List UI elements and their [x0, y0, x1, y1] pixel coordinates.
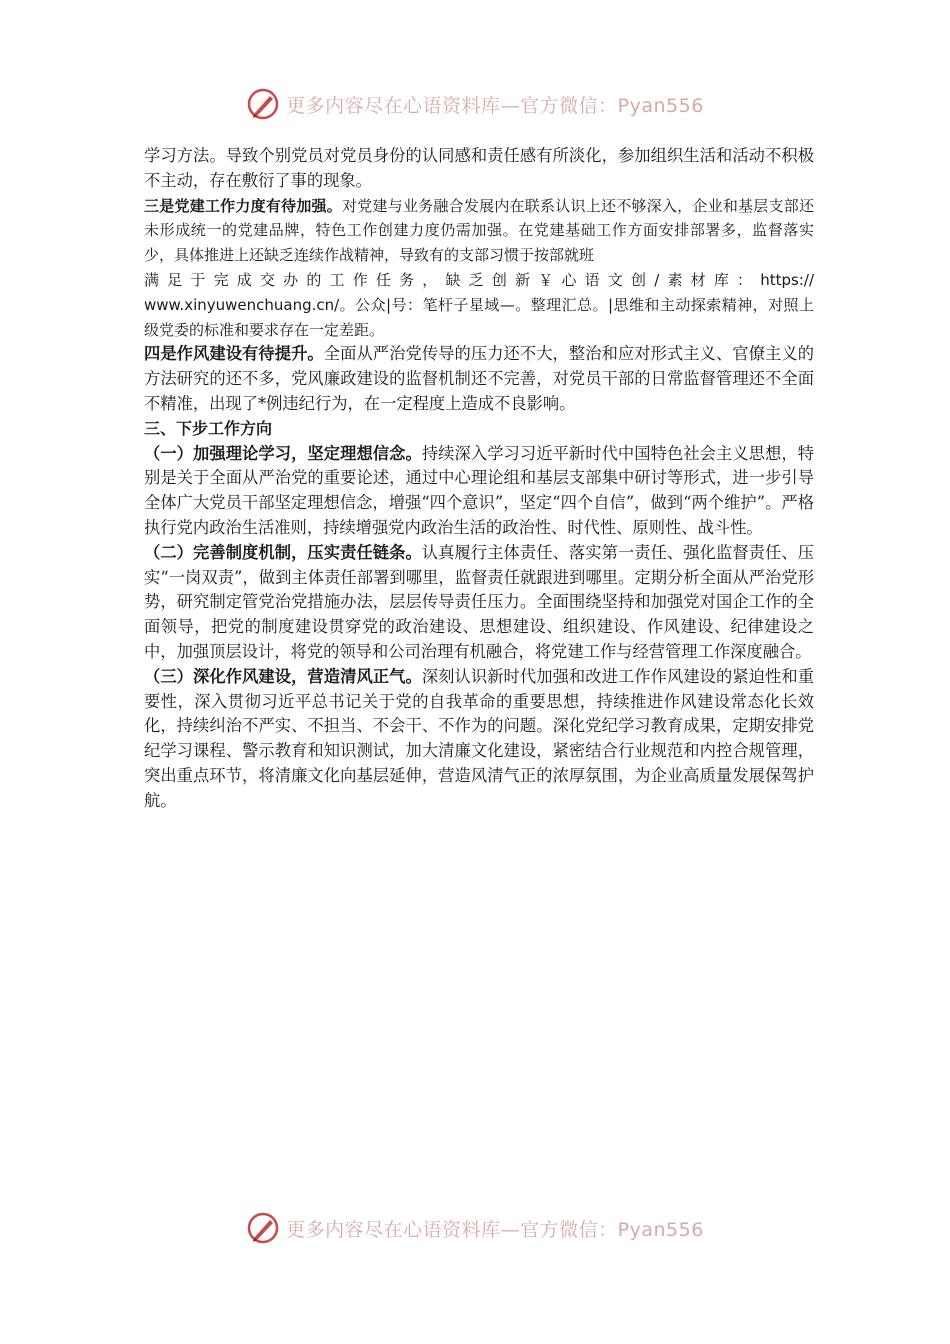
paragraph-lead: （二）完善制度机制，压实责任链条。 [144, 542, 422, 562]
paragraph-text: 深刻认识新时代加强和改进工作作风建设的紧迫性和重要性，深入贯彻习近平总书记关于党的自我革命的重要思想，持续推进作风建设常态化长效化，持续纠治不严实、不担当、不会干、不作为的问题。深化党纪学习教育成果，定期安排党纪学习课程、警示教育和知识测试，加大清廉文化建设，紧密结合行业规范和内控合规管理，突出重点环节，将清廉文化向基层延伸，营造风清气正的浓厚氛围，为企业高质量发展保驾护航。 [144, 666, 814, 810]
banner-wechat-id: Pyan556 [617, 1218, 704, 1241]
paragraph-lead: （三）深化作风建设，营造清风正气。 [144, 666, 422, 686]
paragraph-lead: （一）加强理论学习，坚定理想信念。 [144, 443, 422, 463]
paragraph-text: www.xinyuwenchuang.cn/。公众|号：笔杆子星域—。整理汇总。|思维和主动探索精神，对照上级党委的标准和要求存在一定差距。 [144, 295, 814, 339]
paragraph-text: 满足于完成交办的工作任务，缺乏创新￥心语文创/素材库：https:// [144, 270, 814, 289]
paragraph-text: 认真履行主体责任、落实第一责任、强化监督责任、压实“一岗双责”，做到主体责任部署到哪里，监督责任就跟进到哪里。定期分析全面从严治党形势，研究制定管党治党措施办法，层层传导责任压力。全面围绕坚持和加强党对国企工作的全面领导，把党的制度建设贯穿党的政治建设、思想建设、组织建设、作风建设、纪律建设之中，加强顶层设计，将党的领导和公司治理有机融合，将党建工作与经营管理工作深度融合。 [144, 542, 814, 661]
header-watermark-banner [0, 84, 950, 124]
banner-label: 更多内容尽在心语资料库—官方微信： [286, 94, 618, 117]
paragraph-clean-style [144, 665, 814, 814]
paragraph-lead: 三是党建工作力度有待加强。 [144, 196, 343, 215]
paragraph: 学习方法。导致个别党员对党员身份的认同感和责任感有所淡化，参加组织生活和活动不积极不主动，存在敷衍了事的现象。 [144, 146, 814, 190]
paragraph-text: 持续深入学习习近平新时代中国特色社会主义思想，特别是关于全面从严治党的重要论述，通过中心理论组和基层支部集中研讨等形式，进一步引导全体广大党员干部坚定理想信念，增强“四个意识”，坚定“四个自信”，做到“两个维护”。严格执行党内政治生活准则，持续增强党内政治生活的政治性、时代性、原则性、战斗性。 [144, 443, 814, 537]
document-body [144, 144, 814, 814]
paragraph-institution [144, 541, 814, 665]
footer-watermark-banner [0, 1208, 950, 1248]
paragraph-work-style [144, 342, 814, 416]
section-heading: 三、下步工作方向 [144, 418, 273, 438]
banner-wechat-id: Pyan556 [617, 94, 704, 117]
banner-text [286, 91, 704, 118]
pen-logo-icon [246, 87, 280, 121]
pen-logo-icon [246, 1211, 280, 1245]
banner-text [286, 1215, 704, 1242]
banner-label: 更多内容尽在心语资料库—官方微信： [286, 1218, 618, 1241]
paragraph-lead: 四是作风建设有待提升。 [144, 344, 324, 364]
paragraph-party-building [144, 194, 814, 343]
paragraph-text: 对党建与业务融合发展内在联系认识上还不够深入，企业和基层支部还未形成统一的党建品牌，特色工作创建力度仍需加强。在党建基础工作方面安排部署多，监督落实少，具体推进上还缺乏连续作战精神，导致有的支部习惯于按部就班 [144, 196, 814, 265]
paragraph-text: 全面从严治党传导的压力还不大，整治和应对形式主义、官僚主义的方法研究的还不多，党风廉政建设的监督机制还不完善，对党员干部的日常监督管理还不全面不精准，出现了*例违纪行为，在一定程度上造成不良影响。 [144, 344, 814, 413]
paragraph-theory-study [144, 442, 814, 541]
